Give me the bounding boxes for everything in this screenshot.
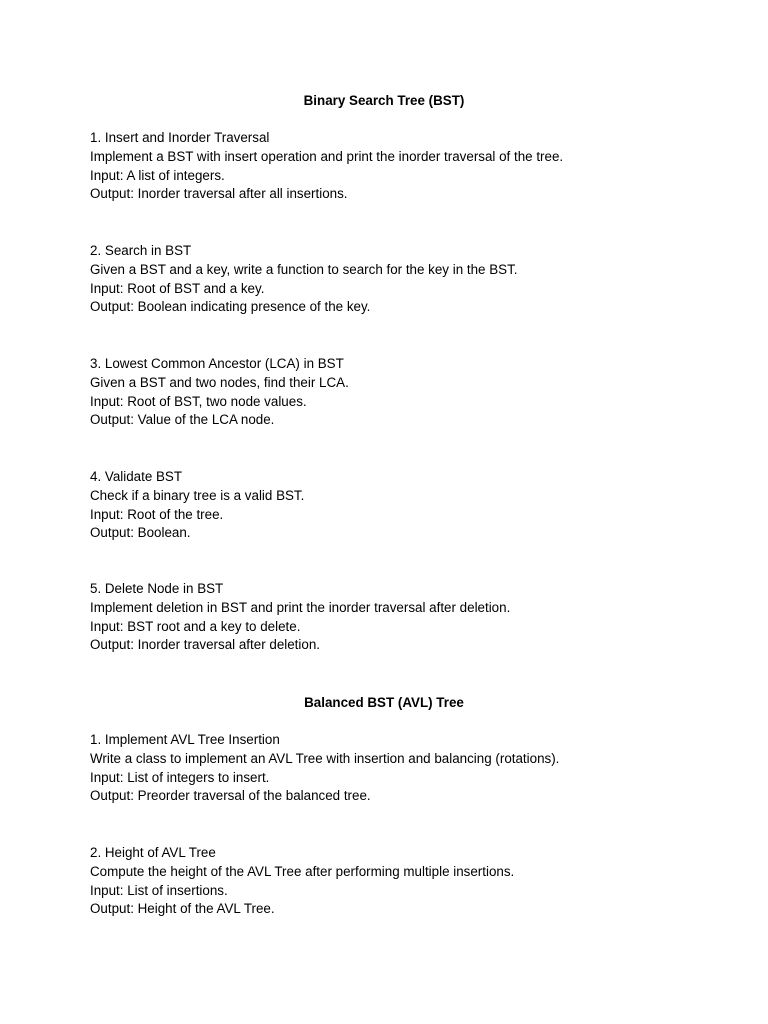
problem-title: 3. Lowest Common Ancestor (LCA) in BST (90, 356, 344, 371)
problem-title: 5. Delete Node in BST (90, 581, 224, 596)
problem-input: Input: A list of integers. (90, 167, 225, 183)
problem-input: Input: Root of the tree. (90, 506, 224, 522)
problem-input: Input: List of integers to insert. (90, 769, 270, 785)
problem-output: Output: Value of the LCA node. (90, 412, 275, 428)
problem-delete-node-bst (90, 580, 710, 655)
problem-description: Given a BST and a key, write a function to search for the key in the BST. (90, 261, 518, 277)
section-heading-avl: Balanced BST (AVL) Tree (304, 695, 464, 710)
problem-title: 4. Validate BST (90, 469, 183, 484)
problem-validate-bst (90, 468, 710, 543)
problem-search-bst (90, 242, 710, 317)
problem-title: 2. Search in BST (90, 243, 192, 258)
problem-input: Input: List of insertions. (90, 882, 228, 898)
problem-output: Output: Boolean indicating presence of the key. (90, 299, 371, 315)
problem-title: 1. Insert and Inorder Traversal (90, 130, 270, 145)
problem-input: Input: BST root and a key to delete. (90, 618, 301, 634)
problem-output: Output: Preorder traversal of the balanced tree. (90, 788, 371, 804)
problem-description: Given a BST and two nodes, find their LCA. (90, 374, 349, 390)
problem-input: Input: Root of BST, two node values. (90, 393, 307, 409)
problem-insert-inorder (90, 129, 710, 204)
problem-description: Write a class to implement an AVL Tree with insertion and balancing (rotations). (90, 750, 560, 766)
problem-output: Output: Boolean. (90, 525, 191, 541)
problem-avl-insertion (90, 731, 710, 806)
problem-description: Implement deletion in BST and print the inorder traversal after deletion. (90, 599, 511, 615)
problem-description: Check if a binary tree is a valid BST. (90, 487, 305, 503)
problem-title: 1. Implement AVL Tree Insertion (90, 732, 280, 747)
problem-title: 2. Height of AVL Tree (90, 845, 216, 860)
problem-avl-height (90, 844, 710, 919)
problem-output: Output: Inorder traversal after deletion. (90, 637, 320, 653)
problem-output: Output: Height of the AVL Tree. (90, 901, 275, 917)
problem-lca-bst (90, 355, 710, 430)
problem-output: Output: Inorder traversal after all insertions. (90, 186, 348, 202)
problem-description: Compute the height of the AVL Tree after performing multiple insertions. (90, 863, 515, 879)
section-heading-bst: Binary Search Tree (BST) (303, 93, 465, 108)
problem-input: Input: Root of BST and a key. (90, 280, 265, 296)
problem-description: Implement a BST with insert operation and print the inorder traversal of the tree. (90, 148, 564, 164)
